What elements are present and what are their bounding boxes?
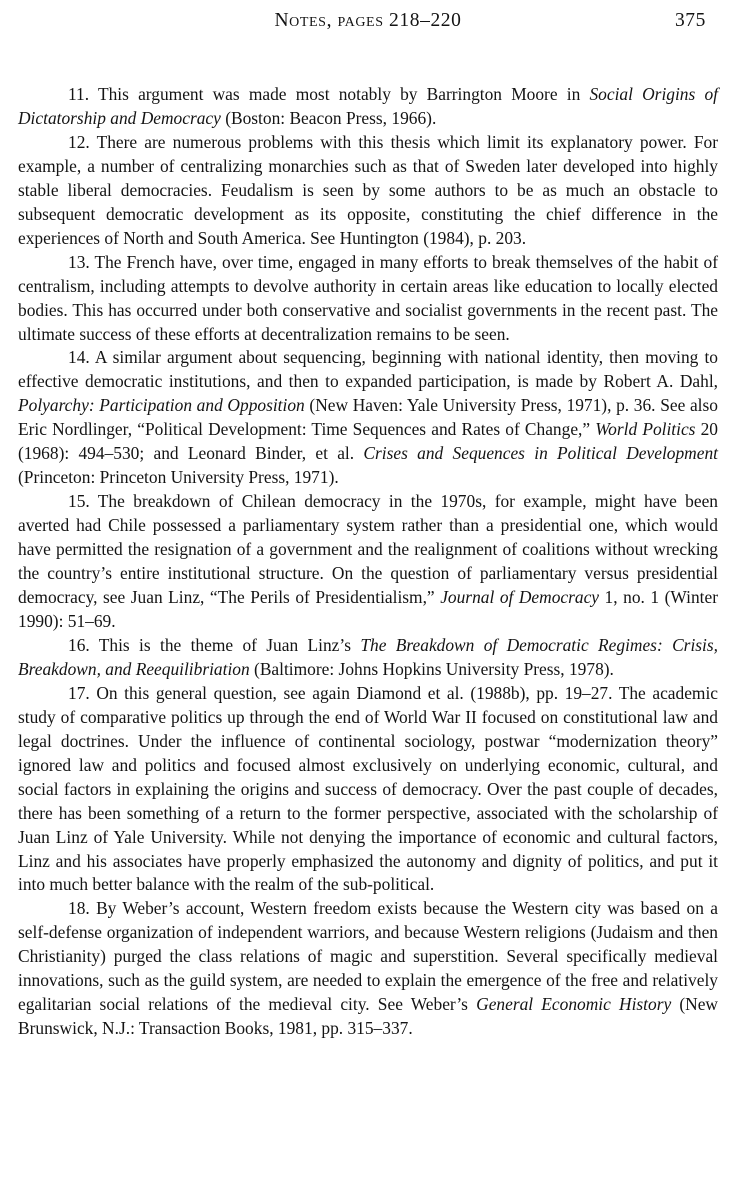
- note-text: (New Haven: Yale University Press, 1971), p. 36. See also Eric Nordlinger, “Political Development: Time Sequences and Rates of Change,”: [18, 395, 718, 440]
- note-italic-text: The Breakdown of Democratic Regimes: Crisis, Breakdown, and Reequilibriation: [18, 634, 718, 679]
- note-17: [18, 682, 718, 898]
- note-text: 13. The French have, over time, engaged in many efforts to break themselves of the habit of centralism, including attempts to devolve authority in certain areas like education to locally elected bodies. This has occurred under both conservative and socialist governments in the recent past. The ultimate success of these efforts at decentralization remains to be seen.: [18, 251, 718, 344]
- note-16: [18, 634, 718, 682]
- note-11: [18, 83, 718, 131]
- note-text: (New Brunswick, N.J.: Transaction Books, 1981, pp. 315–337.: [18, 994, 718, 1039]
- note-text: (Princeton: Princeton University Press, 1971).: [18, 467, 339, 488]
- note-15: [18, 490, 718, 634]
- note-italic-text: Social Origins of Dictatorship and Democracy: [18, 84, 718, 128]
- running-title: Notes, pages 218–220: [274, 10, 462, 31]
- note-italic-text: General Economic History: [476, 994, 672, 1015]
- note-18: [18, 897, 718, 1041]
- note-text: (Boston: Beacon Press, 1966).: [220, 107, 437, 128]
- note-text: 11. This argument was made most notably by Barrington Moore in: [68, 84, 590, 104]
- note-text: 16. This is the theme of Juan Linz’s: [68, 634, 361, 655]
- note-text: 17. On this general question, see again Diamond et al. (1988b), pp. 19–27. The academic study of comparative politics up through the end of World War II focused on constitutional law and legal doctrines. Under the influence of continental sociology, postwar “modernization theory” ignored law and politics and focused almost exclusively on underlying economic, cultural, and social factors in explaining the origins and success of democracy. Over the past couple of decades, there has been something of a return to the former perspective, associated with the scholarship of Juan Linz of Yale University. While not denying the importance of economic and cultural factors, Linz and his associates have properly emphasized the autonomy and dignity of politics, and put it into much better balance with the realm of the sub-political.: [18, 682, 718, 895]
- running-header: [18, 10, 718, 40]
- note-text: 12. There are numerous problems with this thesis which limit its explanatory power. For example, a number of centralizing monarchies such as that of Sweden later developed into highly stable liberal democracies. Feudalism is seen by some authors to be as much an obstacle to subsequent democratic development as its opposite, constituting the chief difference in the experiences of North and South America. See Huntington (1984), p. 203.: [18, 131, 718, 248]
- note-italic-text: World Politics: [595, 419, 696, 440]
- note-14: [18, 346, 718, 490]
- note-12: [18, 131, 718, 251]
- note-italic-text: Polyarchy: Participation and Opposition: [18, 395, 305, 416]
- note-text: 18. By Weber’s account, Western freedom exists because the Western city was based on a self-defense organization of independent warriors, and because Western religions (Judaism and then Christianity) purged the class relations of magic and superstition. Several specifically medieval innovations, such as the guild system, are needed to explain the emergence of the free and relatively egalitarian social relations of the medieval city. See Weber’s: [18, 898, 718, 1015]
- note-text: 14. A similar argument about sequencing, beginning with national identity, then moving to effective democratic institutions, and then to expanded participation, is made by Robert A. Dahl,: [18, 347, 718, 392]
- endnotes-list: [18, 83, 718, 1041]
- book-page: [18, 10, 718, 1041]
- note-13: [18, 251, 718, 347]
- note-italic-text: Crises and Sequences in Political Development: [363, 443, 718, 464]
- note-italic-text: Journal of Democracy: [440, 587, 600, 608]
- note-text: (Baltimore: Johns Hopkins University Press, 1978).: [249, 658, 614, 679]
- note-text: 20 (1968): 494–530; and Leonard Binder, et al.: [18, 419, 718, 464]
- note-text: 15. The breakdown of Chilean democracy in the 1970s, for example, might have been averted had Chile possessed a parliamentary system rather than a presidential one, which would have permitted the resignation of a government and the realignment of coalitions without wrecking the country’s entire institutional structure. On the question of parliamentary versus presidential democracy, see Juan Linz, “The Perils of Presidentialism,”: [18, 491, 718, 608]
- page-number: 375: [674, 10, 706, 31]
- note-text: 1, no. 1 (Winter 1990): 51–69.: [18, 587, 718, 631]
